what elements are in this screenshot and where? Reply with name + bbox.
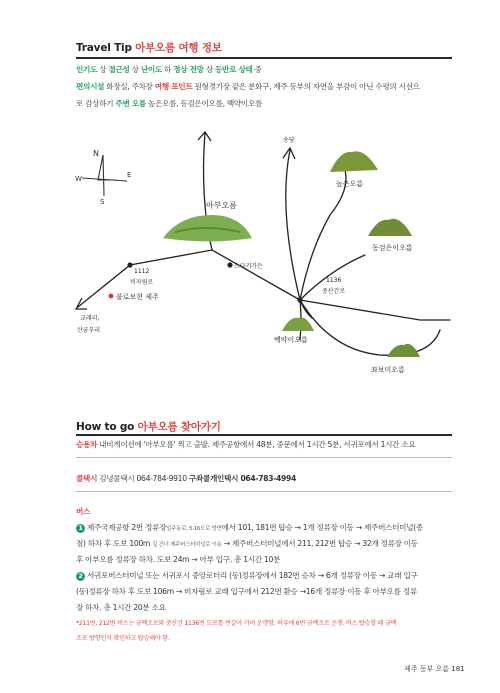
travel-tip-title-en: Travel Tip xyxy=(76,42,132,54)
how-to-go-title-ko: 아부오름 찾아가기 xyxy=(137,421,221,433)
bus1-e: 후 아부오름 정류장 하차. 도보 24m → 아부 입구. 총 1시간 10분 xyxy=(76,555,281,564)
road-1136-loop xyxy=(300,300,440,355)
bus2-c: 장 하차. 총 1시간 20분 소요 xyxy=(76,603,166,612)
access-value: 상 xyxy=(131,65,139,74)
bus-route-2-icon: 2 xyxy=(76,572,85,581)
label-1112a: 1112 xyxy=(134,268,150,275)
bus1-small2: 길 건너 제주버스터미널로 이동 xyxy=(152,542,222,548)
bus-note-line1: *211번, 212번 버스는 금백조로와 중산간 1136번 도로를 번갈아 가며 운행함. 하루에 6번 금백조로 운행. 버스 탑승할 때 금백 xyxy=(76,620,397,627)
label-jwabo: 좌보미오름 xyxy=(371,366,405,374)
nearby-label: 주변 오름 xyxy=(115,99,146,108)
bus-label-line xyxy=(76,504,456,520)
label-baekyak: 백약이오름 xyxy=(274,336,308,344)
map-point-seuta xyxy=(227,262,232,267)
car-line xyxy=(76,437,456,453)
compass-n: N xyxy=(93,149,99,158)
label-sangumburi: 산굼부리 xyxy=(77,327,101,334)
label-abu: 아부오름 xyxy=(206,201,237,210)
label-1136b: 중산간로 xyxy=(322,288,346,295)
label-songdang: 송당 xyxy=(283,137,295,144)
taxi-label: 콜택시 xyxy=(76,474,98,483)
nearby-value: 높은오름, 동검은이오름, 백약이오름 xyxy=(148,99,263,108)
road-to-songdang xyxy=(286,150,300,300)
travel-point-label: 여행 포인트 xyxy=(154,82,193,91)
popularity-value: 상 xyxy=(99,65,107,74)
taxi-line xyxy=(76,471,456,487)
bus1-line1 xyxy=(76,520,456,538)
taxi-text-2: 구좌콜개인택시 064-783-4994 xyxy=(188,474,296,483)
map-point-bulkol xyxy=(109,294,114,299)
bus1-c: 점) 하차 후 도보 100m xyxy=(76,539,151,548)
summit-view-value: 상 xyxy=(205,65,213,74)
bus-label: 버스 xyxy=(76,507,91,516)
label-seuta: 스타키가든 xyxy=(234,263,263,270)
car-divider xyxy=(76,457,452,458)
donggeom-oreum-illustration xyxy=(368,219,412,236)
road-east xyxy=(300,300,450,320)
road-main-diagonal xyxy=(78,250,312,318)
page-footer: 제주 동부 오름 181 xyxy=(404,665,465,673)
bus-note-line2: 조로 방향인지 확인하고 탑승해야 함. xyxy=(76,635,170,642)
bus1-b: 에서 101, 181번 탑승 → 1개 정류장 이동 → 제주버스터미널(종 xyxy=(221,523,423,532)
label-gyorae: 교래리, xyxy=(80,315,100,322)
how-to-go-rule xyxy=(76,434,452,436)
car-label: 승용차 xyxy=(76,440,98,449)
compass-w: W xyxy=(75,175,82,183)
nopeun-oreum-illustration xyxy=(330,151,378,172)
travel-point-value: 원형경기장 같은 분화구, 제주 동부의 자연을 부감이 아닌 수평의 시선으 xyxy=(194,82,420,91)
label-nopeun: 높은오름 xyxy=(336,180,364,188)
bus-route-1-icon: 1 xyxy=(76,524,85,533)
bus1-small1: 일주동로, 5.16도로 방면 xyxy=(166,526,222,532)
label-donggeom: 동검은이오름 xyxy=(372,244,413,252)
bus2-b: (동)정류장 하차 후 도보 106m → 비자림로 교래 입구에서 212번 환승 →16개 정류장 이동 후 아부오름 정류 xyxy=(76,587,417,596)
compass-e: E xyxy=(127,171,132,179)
map-point-1112 xyxy=(127,262,132,267)
facilities-value: 화장실, 주차장 xyxy=(106,82,153,91)
label-1136a: 1136 xyxy=(326,277,342,284)
map-point-1136 xyxy=(297,297,302,302)
taxi-text-1: 김녕콜택시 064-784-9910 xyxy=(99,474,187,483)
bus1-line2 xyxy=(76,536,456,554)
bus2-a: 서귀포버스터미널 또는 서귀포시 중앙로터리 (동)정류장에서 182번 승차 → 6개 정류장 이동 → 교래 입구 xyxy=(87,571,418,580)
jwabo-oreum-illustration xyxy=(387,344,420,357)
label-1112b: 비자림로 xyxy=(130,279,154,286)
facilities-label: 편의시설 xyxy=(76,82,105,91)
car-text: 내비게이션에 '아부오름' 찍고 출발. 제주공항에서 48분, 중문에서 1시간 5분, 서귀포에서 1시간 소요 xyxy=(99,440,416,449)
summit-view-label: 정상 전망 xyxy=(173,65,204,74)
access-label: 접근성 xyxy=(108,65,130,74)
travel-point-value-cont: 로 감상하기 xyxy=(76,99,114,108)
bus2-line1 xyxy=(76,568,456,584)
bus1-line3 xyxy=(76,552,456,568)
trail-condition-label: 등반로 상태 xyxy=(215,65,253,74)
compass-icon xyxy=(82,155,127,196)
baekyak-oreum-illustration xyxy=(282,317,314,331)
bus2-line3 xyxy=(76,600,456,616)
popularity-label: 인기도 xyxy=(76,65,98,74)
difficulty-label: 난이도 xyxy=(140,65,162,74)
difficulty-value: 하 xyxy=(164,65,172,74)
bus1-d: → 제주버스터미널에서 211, 212번 탑승 → 32개 정류장 이동 xyxy=(223,539,418,548)
bus1-a: 제주국제공항 2번 정류장 xyxy=(87,523,167,532)
how-to-go-title-en: How to go xyxy=(76,421,135,433)
compass-s: S xyxy=(100,198,105,206)
how-to-go-title xyxy=(76,419,221,434)
trail-condition-value: 중 xyxy=(254,65,262,74)
label-bulkol: 불로보현 제주 xyxy=(116,293,159,301)
travel-tip-title-ko: 아부오름 여행 정보 xyxy=(135,42,222,54)
bus2-line2 xyxy=(76,584,456,600)
taxi-divider xyxy=(76,491,452,492)
